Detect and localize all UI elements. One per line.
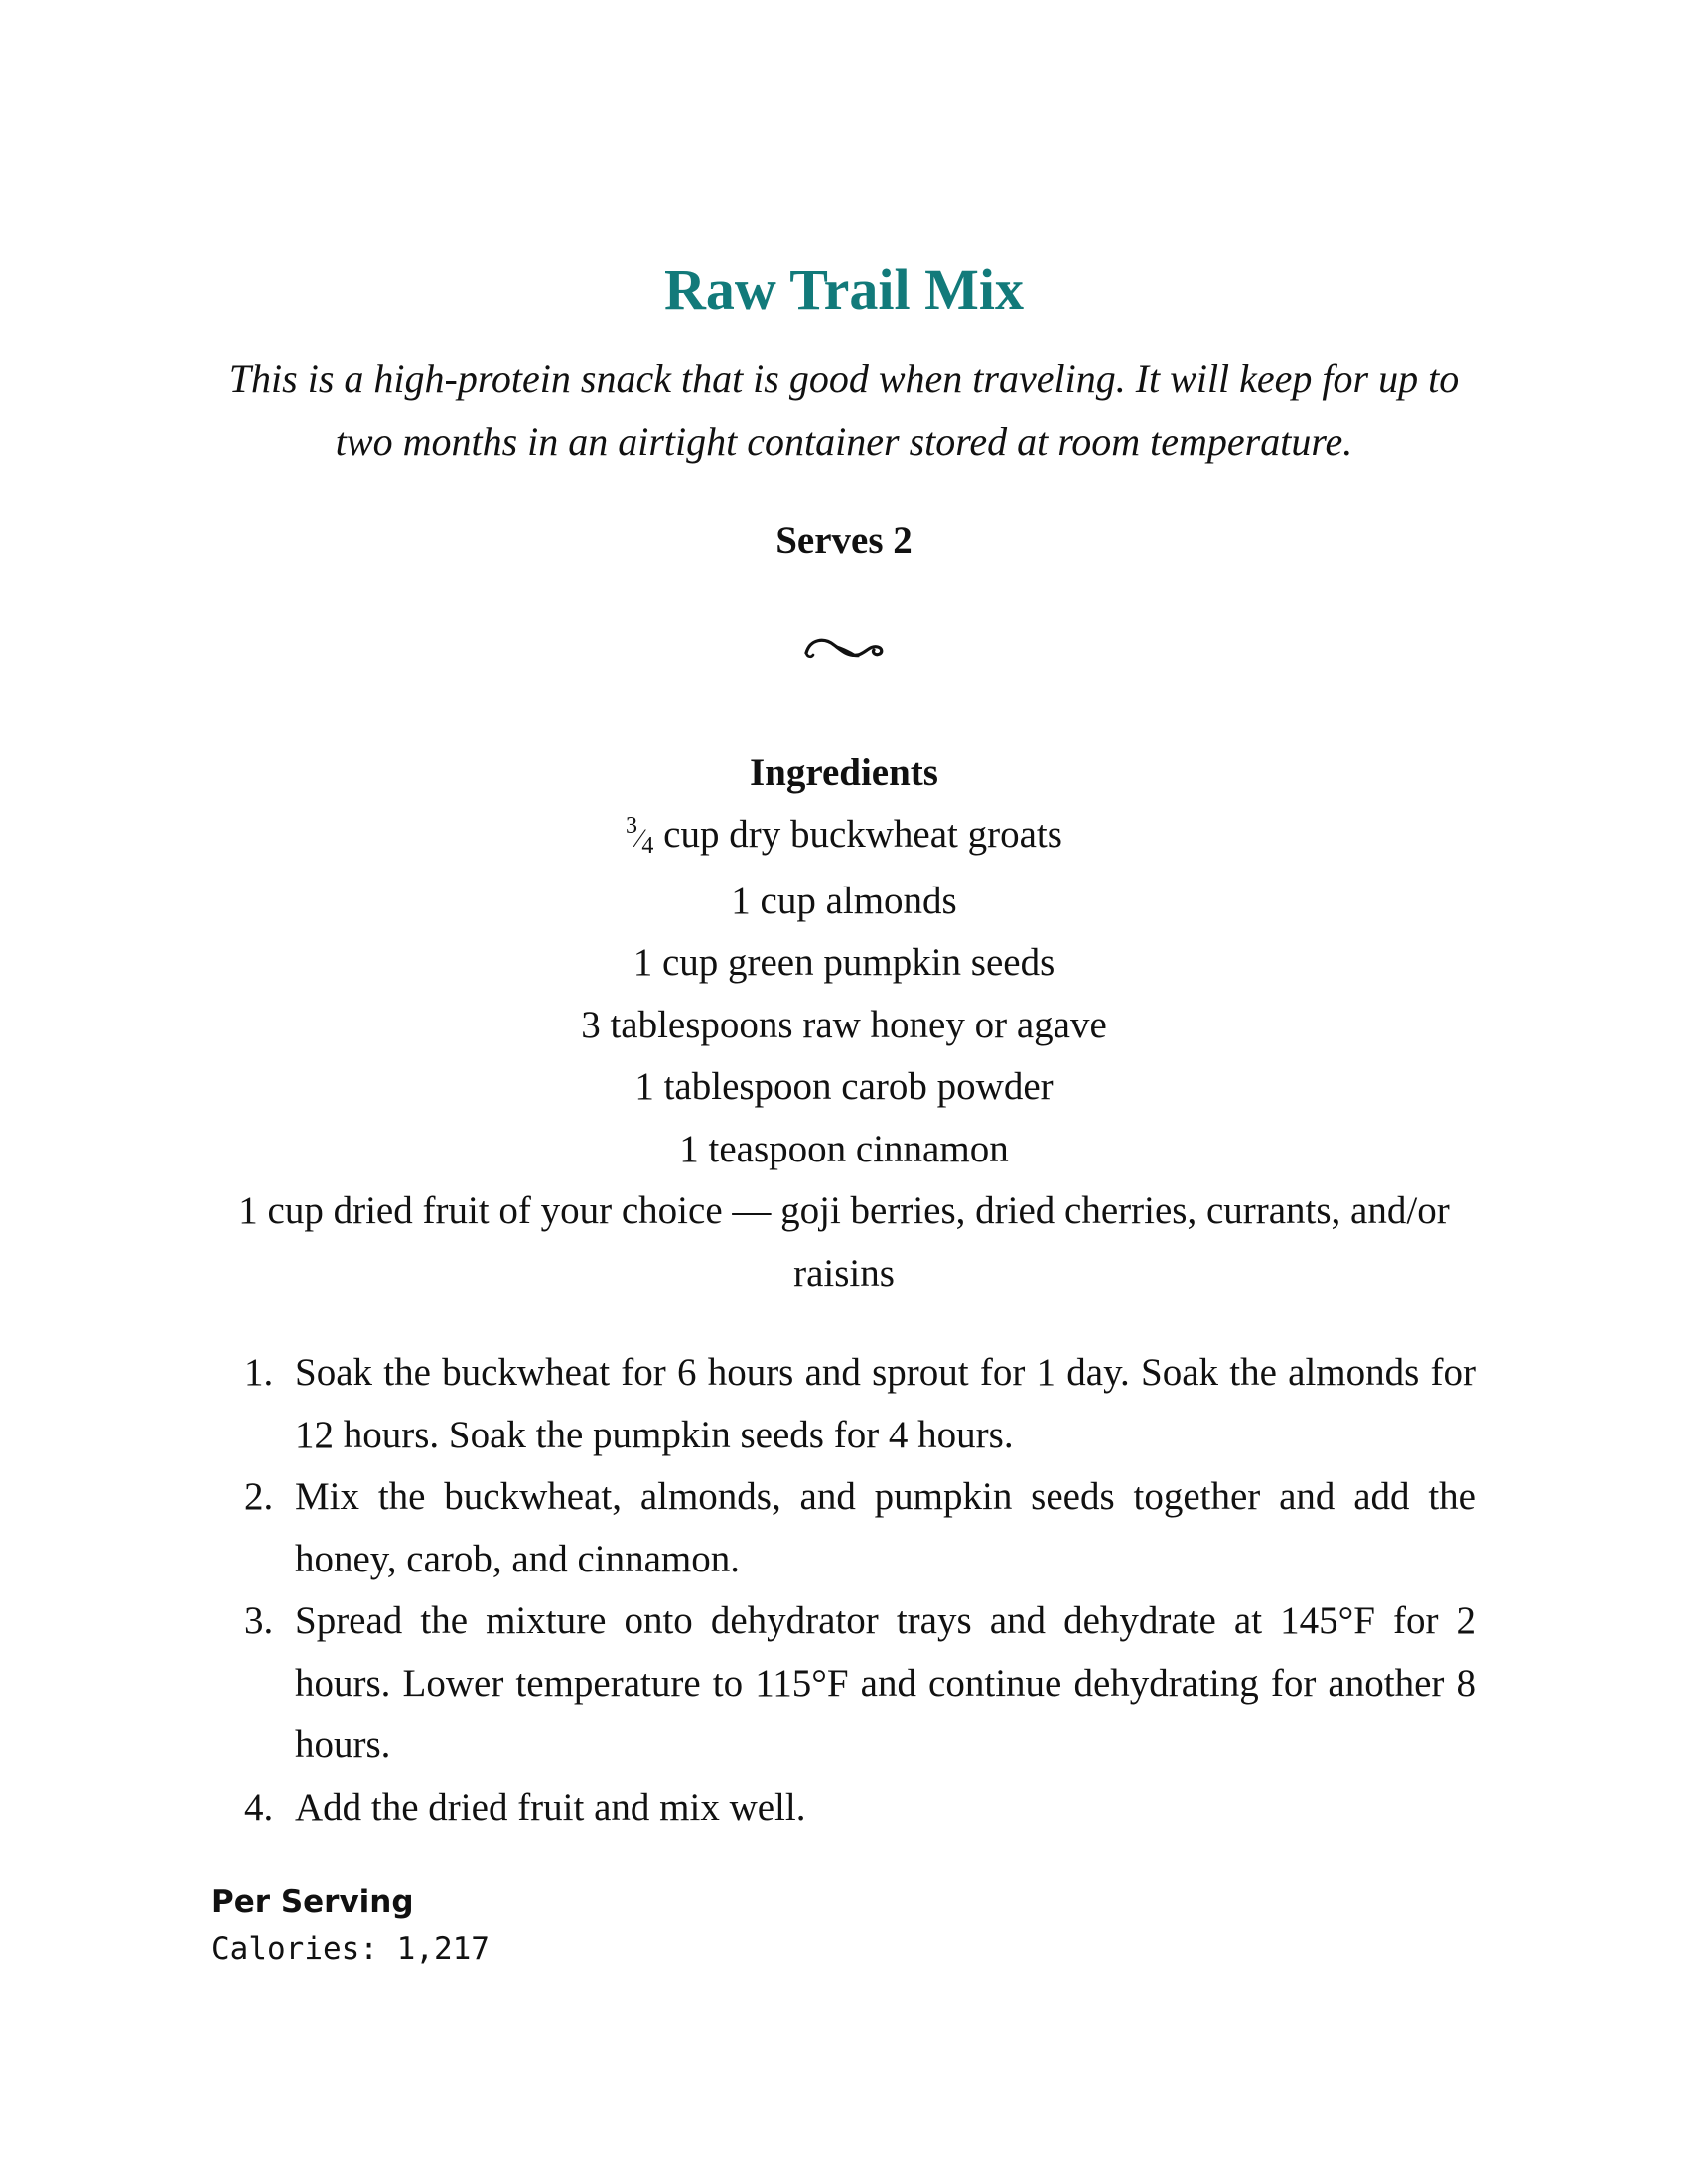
fraction-denominator: 4: [641, 833, 654, 859]
direction-step: [244, 1777, 1476, 1840]
step-number: 1.: [244, 1351, 274, 1394]
fraction: $^3⁄_4$: [626, 813, 654, 859]
serves-count: Serves 2: [775, 519, 913, 562]
direction-step: [244, 1466, 1476, 1590]
recipe-intro: This is a high-protein snack that is good when traveling. It will keep for up to two months in an airtight container stored at room temperature.: [228, 356, 1460, 464]
direction-step: [244, 1590, 1476, 1777]
ingredient-text: cup dry buckwheat groats: [653, 813, 1062, 856]
step-text: Soak the buckwheat for 6 hours and sprout for 1 day. Soak the almonds for 12 hours. Soak the pumpkin seeds for 4 hours.: [295, 1351, 1476, 1456]
direction-step: [244, 1342, 1476, 1466]
ingredient-item: 1 cup dried fruit of your choice — goji berries, dried cherries, currants, and/or raisins: [238, 1189, 1450, 1295]
step-number: 3.: [244, 1599, 274, 1642]
step-text: Add the dried fruit and mix well.: [295, 1785, 806, 1829]
ingredient-item: 3 tablespoons raw honey or agave: [581, 1003, 1107, 1046]
step-text: Spread the mixture onto dehydrator trays and dehydrate at 145°F for 2 hours. Lower temperature to 115°F and continue dehydrating for another 8 hours.: [295, 1599, 1476, 1766]
ingredients-list: [218, 804, 1470, 1304]
ingredients-heading: Ingredients: [750, 751, 938, 794]
ingredient-item: [218, 804, 1470, 871]
directions-list: [244, 1342, 1476, 1839]
ingredient-item: 1 teaspoon cinnamon: [679, 1127, 1009, 1170]
swash-ornament-icon: [802, 627, 886, 671]
per-serving-heading: Per Serving: [211, 1884, 414, 1920]
step-number: 4.: [244, 1785, 274, 1829]
ingredient-item: 1 cup green pumpkin seeds: [633, 941, 1055, 984]
calories-value: Calories: 1,217: [211, 1931, 490, 1967]
ingredient-item: 1 cup almonds: [731, 879, 957, 922]
fraction-numerator: 3: [626, 813, 638, 839]
step-number: 2.: [244, 1475, 274, 1518]
recipe-title: Raw Trail Mix: [664, 257, 1024, 322]
ingredient-item: 1 tablespoon carob powder: [634, 1065, 1054, 1108]
step-text: Mix the buckwheat, almonds, and pumpkin seeds together and add the honey, carob, and cinnamon.: [295, 1475, 1476, 1580]
